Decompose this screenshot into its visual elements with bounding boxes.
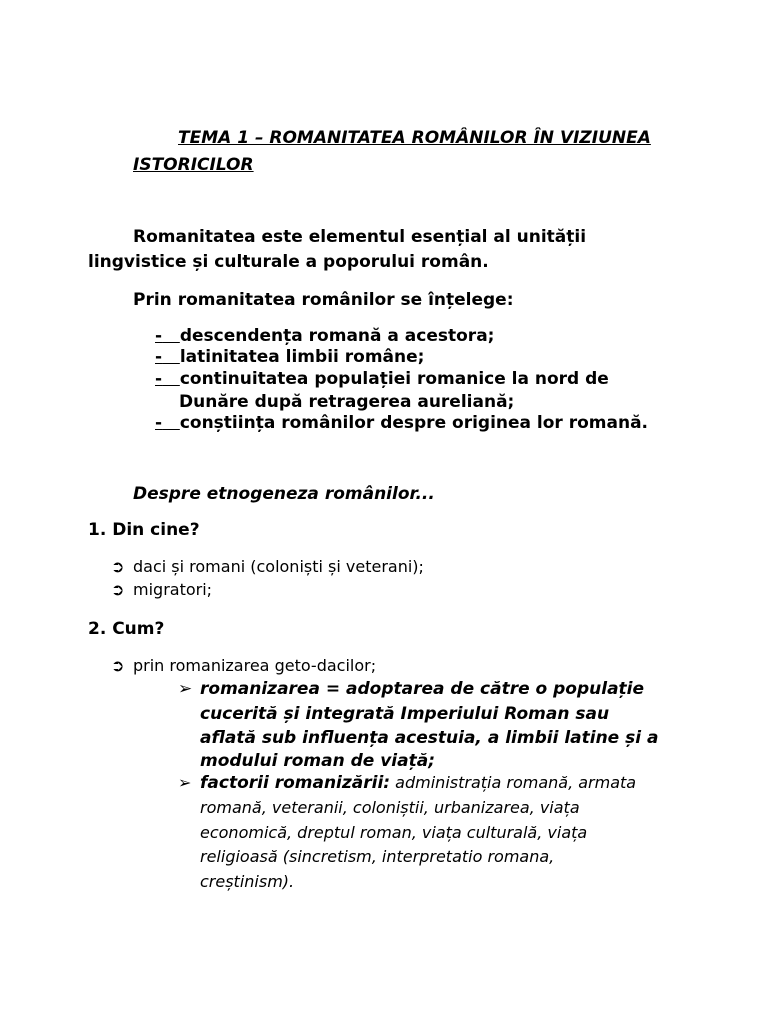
sub2-line-3: economică, dreptul roman, viața culturală, viața [200, 823, 588, 842]
q1-item-2 [111, 580, 212, 599]
dash-item-text: conștiința românilor despre originea lor romană. [179, 413, 649, 433]
sub1-line-1 [178, 679, 644, 699]
arrow-right-icon: ➲ [111, 580, 125, 599]
title-line-2: ISTORICILOR [133, 155, 254, 175]
sub2-label: factorii romanizării: [200, 773, 391, 793]
dash-marker: - [155, 413, 163, 433]
dash-marker: - [155, 347, 163, 367]
sub1-line-4: modului roman de viață; [200, 751, 436, 771]
dash-item-text: descendența romană a acestora; [179, 326, 495, 346]
title-line-1: TEMA 1 – ROMANITATEA ROMÂNILOR ÎN VIZIUNEA [178, 128, 651, 148]
sub2-line-2: romană, veteranii, coloniștii, urbanizarea, viața [200, 798, 580, 817]
etnogeneza-heading: Despre etnogeneza românilor... [133, 484, 435, 504]
q1-item-text: daci și romani (coloniști și veterani); [133, 557, 424, 576]
sub2-line-5: creștinism). [200, 872, 295, 891]
dash-item-2 [155, 347, 424, 367]
dash-item-text: continuitatea populației romanice la nord de [179, 369, 609, 389]
dash-item-text: latinitatea limbii române; [179, 347, 425, 367]
dash-marker: - [155, 369, 163, 389]
q1-item-1 [111, 557, 424, 576]
triangle-bullet-icon: ➢ [178, 679, 193, 699]
intro-line-1: Romanitatea este elementul esențial al unității [133, 227, 587, 247]
dash-item-3-continuation: Dunăre după retragerea aureliană; [179, 392, 515, 412]
dash-item-4 [155, 413, 648, 433]
q1-item-text: migratori; [133, 580, 213, 599]
dash-item-3 [155, 369, 609, 389]
dash-marker: - [155, 326, 163, 346]
question-1: 1. Din cine? [88, 520, 200, 540]
arrow-right-icon: ➲ [111, 656, 125, 675]
question-2: 2. Cum? [88, 619, 165, 639]
sub1-line-2: cucerită și integrată Imperiului Roman sau [200, 704, 610, 724]
prin-intro: Prin romanitatea românilor se înțelege: [133, 290, 514, 310]
q2-item-1 [111, 656, 376, 675]
triangle-bullet-icon: ➢ [178, 773, 192, 792]
sub2-line-1 [178, 773, 636, 793]
dash-item-1 [155, 326, 494, 346]
sub1-line-3: aflată sub influența acestuia, a limbii latine și a [200, 728, 659, 748]
sub2-line-4: religioasă (sincretism, interpretatio romana, [200, 847, 555, 866]
q2-item-text: prin romanizarea geto-dacilor; [133, 656, 377, 675]
arrow-right-icon: ➲ [111, 557, 125, 576]
sub2-text: administrația romană, armata [390, 773, 637, 792]
sub1-text: romanizarea = adoptarea de către o populație [200, 679, 645, 699]
intro-line-2: lingvistice și culturale a poporului român. [88, 252, 489, 272]
